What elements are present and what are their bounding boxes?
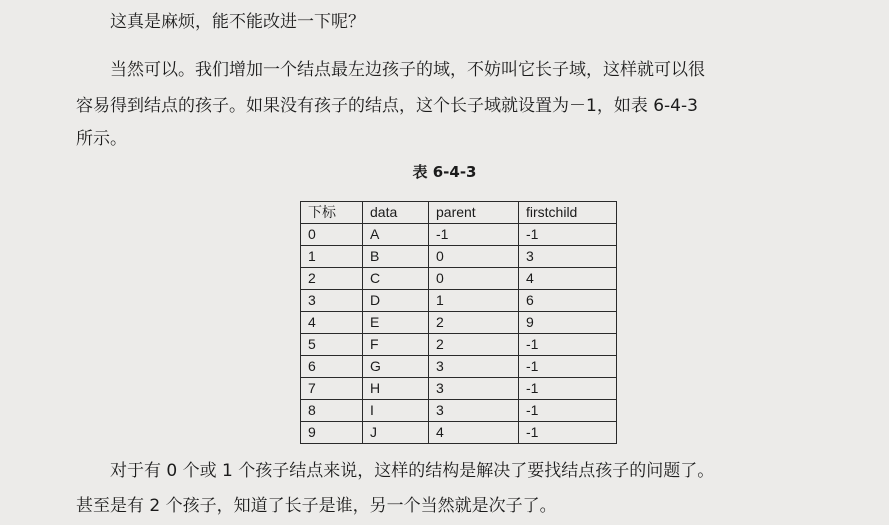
header-data: data [363, 202, 429, 224]
cell-firstchild: 3 [519, 246, 617, 268]
header-index: 下标 [301, 202, 363, 224]
cell-data: J [363, 422, 429, 444]
paragraph-question: 这真是麻烦，能不能改进一下呢？ [110, 12, 365, 32]
cell-firstchild: -1 [519, 378, 617, 400]
table-row [301, 378, 617, 400]
cell-data: H [363, 378, 429, 400]
cell-firstchild: -1 [519, 422, 617, 444]
header-parent: parent [429, 202, 519, 224]
cell-data: E [363, 312, 429, 334]
table-header-row [301, 202, 617, 224]
cell-data: G [363, 356, 429, 378]
table-row [301, 224, 617, 246]
cell-index: 0 [301, 224, 363, 246]
table-row [301, 290, 617, 312]
cell-data: B [363, 246, 429, 268]
cell-index: 4 [301, 312, 363, 334]
cell-parent: 0 [429, 246, 519, 268]
cell-index: 3 [301, 290, 363, 312]
cell-firstchild: 6 [519, 290, 617, 312]
cell-parent: -1 [429, 224, 519, 246]
cell-data: D [363, 290, 429, 312]
paragraph-end-line-2: 甚至是有 2 个孩子，知道了长子是谁，另一个当然就是次子了。 [76, 496, 557, 516]
cell-data: A [363, 224, 429, 246]
table-row [301, 356, 617, 378]
cell-index: 5 [301, 334, 363, 356]
cell-data: F [363, 334, 429, 356]
table-row [301, 422, 617, 444]
tree-storage-table [300, 201, 617, 444]
cell-index: 1 [301, 246, 363, 268]
paragraph-answer-line-3: 所示。 [76, 129, 127, 149]
cell-firstchild: 9 [519, 312, 617, 334]
cell-parent: 2 [429, 334, 519, 356]
paragraph-answer-line-2: 容易得到结点的孩子。如果没有孩子的结点，这个长子域就设置为－1，如表 6-4-3 [76, 96, 698, 116]
cell-parent: 4 [429, 422, 519, 444]
cell-parent: 0 [429, 268, 519, 290]
table-row [301, 334, 617, 356]
cell-index: 7 [301, 378, 363, 400]
cell-parent: 2 [429, 312, 519, 334]
cell-firstchild: -1 [519, 224, 617, 246]
cell-firstchild: -1 [519, 400, 617, 422]
paragraph-answer-line-1: 当然可以。我们增加一个结点最左边孩子的域，不妨叫它长子域，这样就可以很 [110, 60, 705, 80]
cell-parent: 3 [429, 356, 519, 378]
table-row [301, 400, 617, 422]
cell-parent: 3 [429, 400, 519, 422]
table-row [301, 312, 617, 334]
cell-firstchild: 4 [519, 268, 617, 290]
cell-data: I [363, 400, 429, 422]
cell-parent: 3 [429, 378, 519, 400]
paragraph-end-line-1: 对于有 0 个或 1 个孩子结点来说，这样的结构是解决了要找结点孩子的问题了。 [110, 461, 715, 481]
cell-data: C [363, 268, 429, 290]
header-firstchild: firstchild [519, 202, 617, 224]
cell-firstchild: -1 [519, 356, 617, 378]
cell-index: 8 [301, 400, 363, 422]
cell-index: 9 [301, 422, 363, 444]
cell-index: 2 [301, 268, 363, 290]
table-row [301, 268, 617, 290]
cell-parent: 1 [429, 290, 519, 312]
cell-firstchild: -1 [519, 334, 617, 356]
cell-index: 6 [301, 356, 363, 378]
table-row [301, 246, 617, 268]
table-caption: 表 6-4-3 [412, 163, 477, 181]
